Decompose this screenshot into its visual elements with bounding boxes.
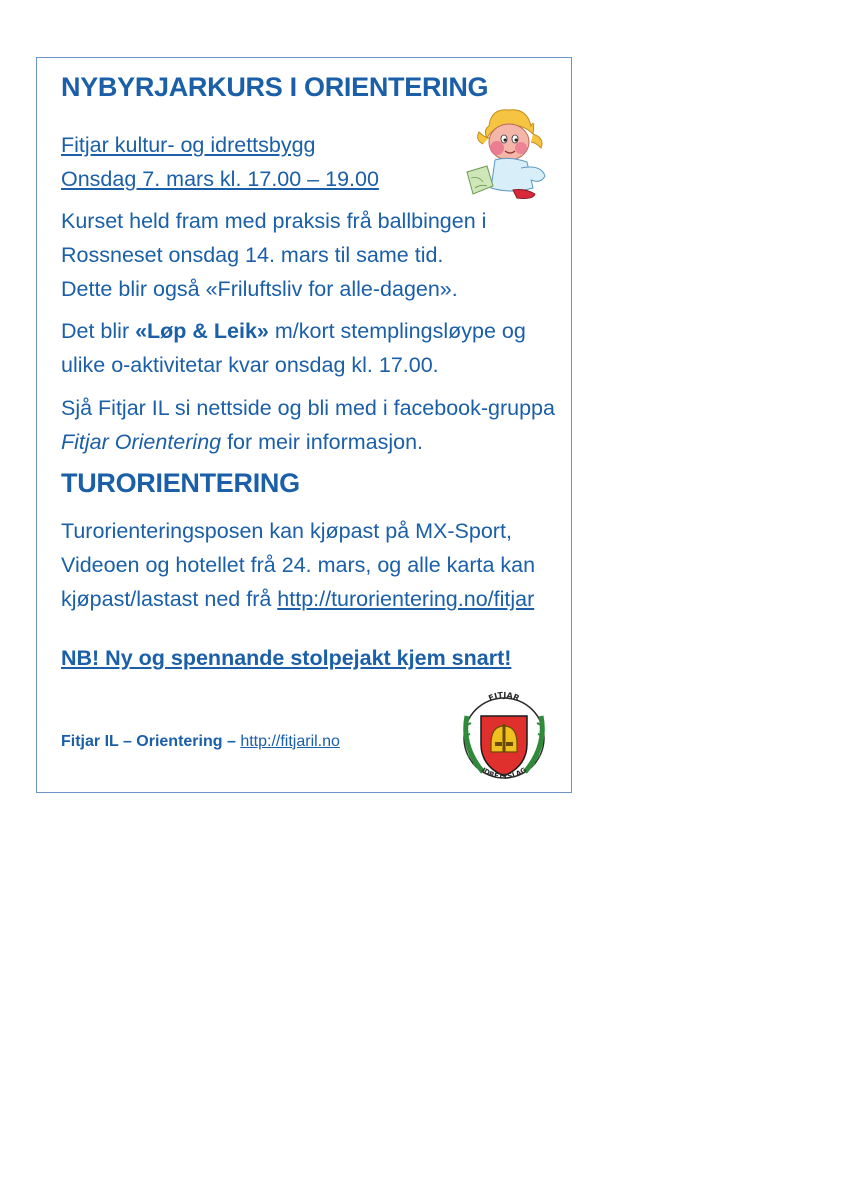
tur-line-2: Videoen og hotellet frå 24. mars, og alle karta kan (61, 553, 536, 577)
turorientering-description (61, 514, 535, 616)
course-description (61, 204, 486, 306)
course-line-1: Kurset held fram med praksis frå ballbingen i (61, 209, 487, 233)
course-line-3: Dette blir også «Friluftsliv for alle-dagen». (61, 277, 458, 301)
footer (61, 733, 340, 751)
nb-announcement: NB! Ny og spennande stolpejakt kjem snart! (61, 646, 512, 670)
crest-top-text: FITJAR (487, 690, 521, 703)
turorientering-link[interactable]: http://turorientering.no/fitjar (277, 587, 535, 611)
venue-location: Fitjar kultur- og idrettsbygg (61, 133, 316, 157)
activity-line-1 (61, 314, 526, 348)
info-line-2 (61, 425, 555, 459)
tur-line-1: Turorienteringsposen kan kjøpast på MX-Sport, (61, 519, 512, 543)
footer-link[interactable]: http://fitjaril.no (240, 733, 340, 750)
info-description (61, 391, 555, 459)
section-title-turorientering: TURORIENTERING (61, 468, 300, 498)
venue-datetime: Onsdag 7. mars kl. 17.00 – 19.00 (61, 167, 379, 191)
activity-prefix: Det blir (61, 319, 136, 343)
facebook-group-name: Fitjar Orientering (61, 430, 222, 454)
flyer-title: NYBYRJARKURS I ORIENTERING (61, 72, 489, 102)
tur-line-3 (61, 582, 535, 616)
info-line-1: Sjå Fitjar IL si nettside og bli med i facebook-gruppa (61, 396, 555, 420)
club-crest-logo (457, 686, 551, 786)
footer-text: Fitjar IL – Orientering – (61, 733, 241, 750)
course-line-2: Rossneset onsdag 14. mars til same tid. (61, 243, 444, 267)
activity-line-2: ulike o-aktivitetar kvar onsdag kl. 17.00. (61, 353, 439, 377)
activity-description (61, 314, 526, 382)
crest-bottom-text: IDRETTSLAG (479, 766, 529, 781)
info-suffix: for meir informasjon. (221, 430, 424, 454)
venue-info (61, 128, 379, 196)
tur-line-3-prefix: kjøpast/lastast ned frå (61, 587, 278, 611)
flyer (36, 57, 572, 793)
activity-name: «Løp & Leik» (135, 319, 269, 343)
activity-suffix: m/kort stemplingsløype og (268, 319, 526, 343)
mascot-illustration (461, 104, 557, 204)
